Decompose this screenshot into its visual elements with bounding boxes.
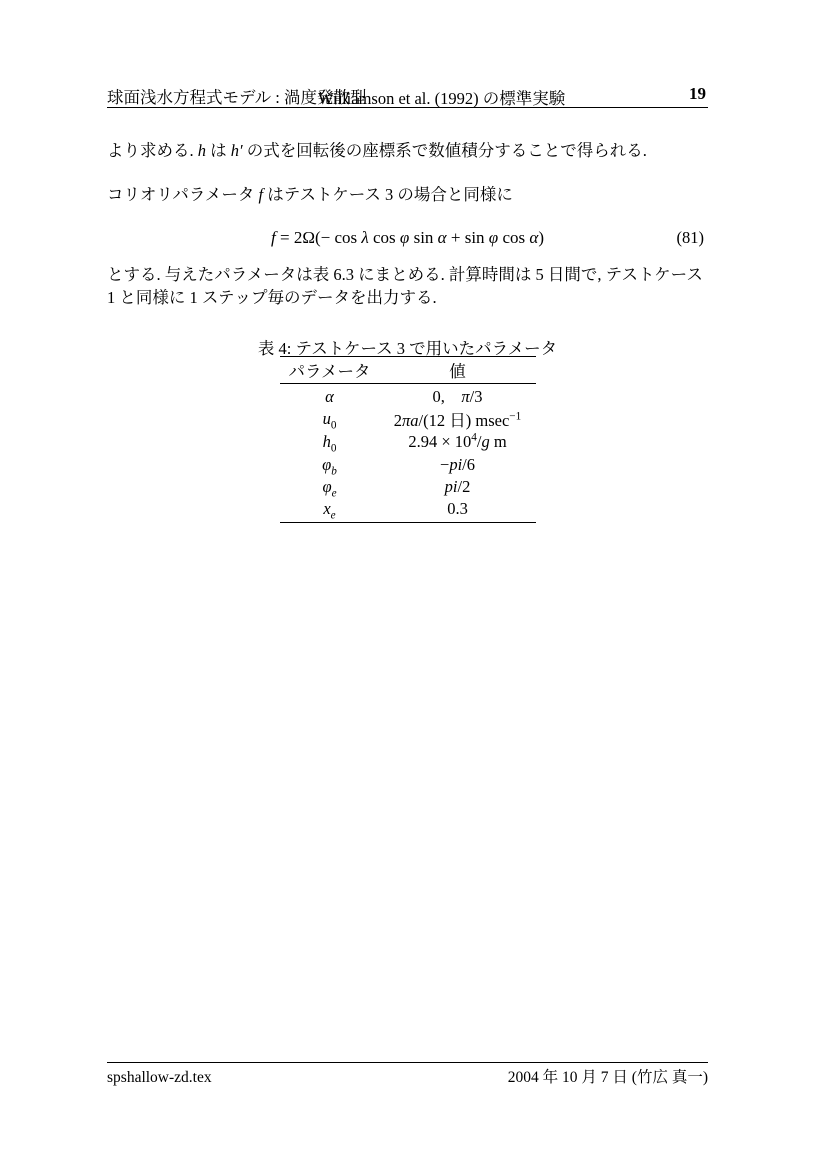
param-cell: α xyxy=(325,387,334,406)
param-cell: $u_0$ xyxy=(322,409,337,432)
value-cell: $2.94 \times 10^4/g$ m xyxy=(408,431,507,452)
table-row xyxy=(280,407,536,431)
header-cell-parameter: パラメータ xyxy=(280,357,380,384)
value-cell: 0, π/3 xyxy=(432,387,483,406)
table-body xyxy=(280,384,536,523)
table-row xyxy=(280,476,536,499)
param-cell: $\varphi_e$ xyxy=(322,477,337,500)
table-4-block xyxy=(107,339,708,523)
value-cell: 0.3 xyxy=(447,498,468,518)
header-rule xyxy=(107,107,708,108)
header-title-citation: Williamson et al. (1992) の標準実験 xyxy=(318,89,566,108)
equation-body: f = 2Ω(− cos λ cos φ sin α + sin φ cos α) xyxy=(271,228,544,247)
param-cell: $h_0$ xyxy=(322,432,337,455)
param-cell: $\varphi_b$ xyxy=(322,454,337,478)
table-row xyxy=(280,431,536,454)
paragraph-parameters-summary: とする. 与えたパラメータは表 6.3 にまとめる. 計算時間は 5 日間で, テストケース 1 と同様に 1 ステップ毎のデータを出力する. xyxy=(107,265,703,308)
param-cell: $x_e$ xyxy=(323,498,336,522)
page-footer xyxy=(107,1067,708,1088)
page-header xyxy=(107,84,708,106)
header-cell-value: 値 xyxy=(380,357,536,384)
footer-filename: spshallow-zd.tex xyxy=(107,1069,212,1086)
table-head xyxy=(280,357,536,384)
paragraph-coriolis-intro: コリオリパラメータ f はテストケース 3 の場合と同様に xyxy=(107,185,513,204)
value-cell: 2πa/(12 日) msec$^{-1}$ xyxy=(393,410,522,430)
table-row xyxy=(280,499,536,523)
parameters-table xyxy=(280,356,536,523)
table-header-row xyxy=(280,357,536,384)
footer-rule xyxy=(107,1062,708,1063)
table-row xyxy=(280,454,536,477)
equation-81 xyxy=(107,227,708,249)
table-row xyxy=(280,384,536,408)
value-cell: −pi/6 xyxy=(440,454,475,474)
footer-date-author: 2004 年 10 月 7 日 (竹広 真一) xyxy=(507,1069,708,1086)
paragraph-h-integration: より求める. h は h′ の式を回転後の座標系で数値積分することで得られる. xyxy=(107,141,647,160)
value-cell: pi/2 xyxy=(444,477,471,497)
header-title-japanese: 球面浅水方程式モデル : 渦度発散型 xyxy=(107,88,367,107)
page-number: 19 xyxy=(689,84,706,103)
equation-number: (81) xyxy=(676,228,704,247)
table-caption: 表 4: テストケース 3 で用いたパラメータ xyxy=(257,339,558,358)
